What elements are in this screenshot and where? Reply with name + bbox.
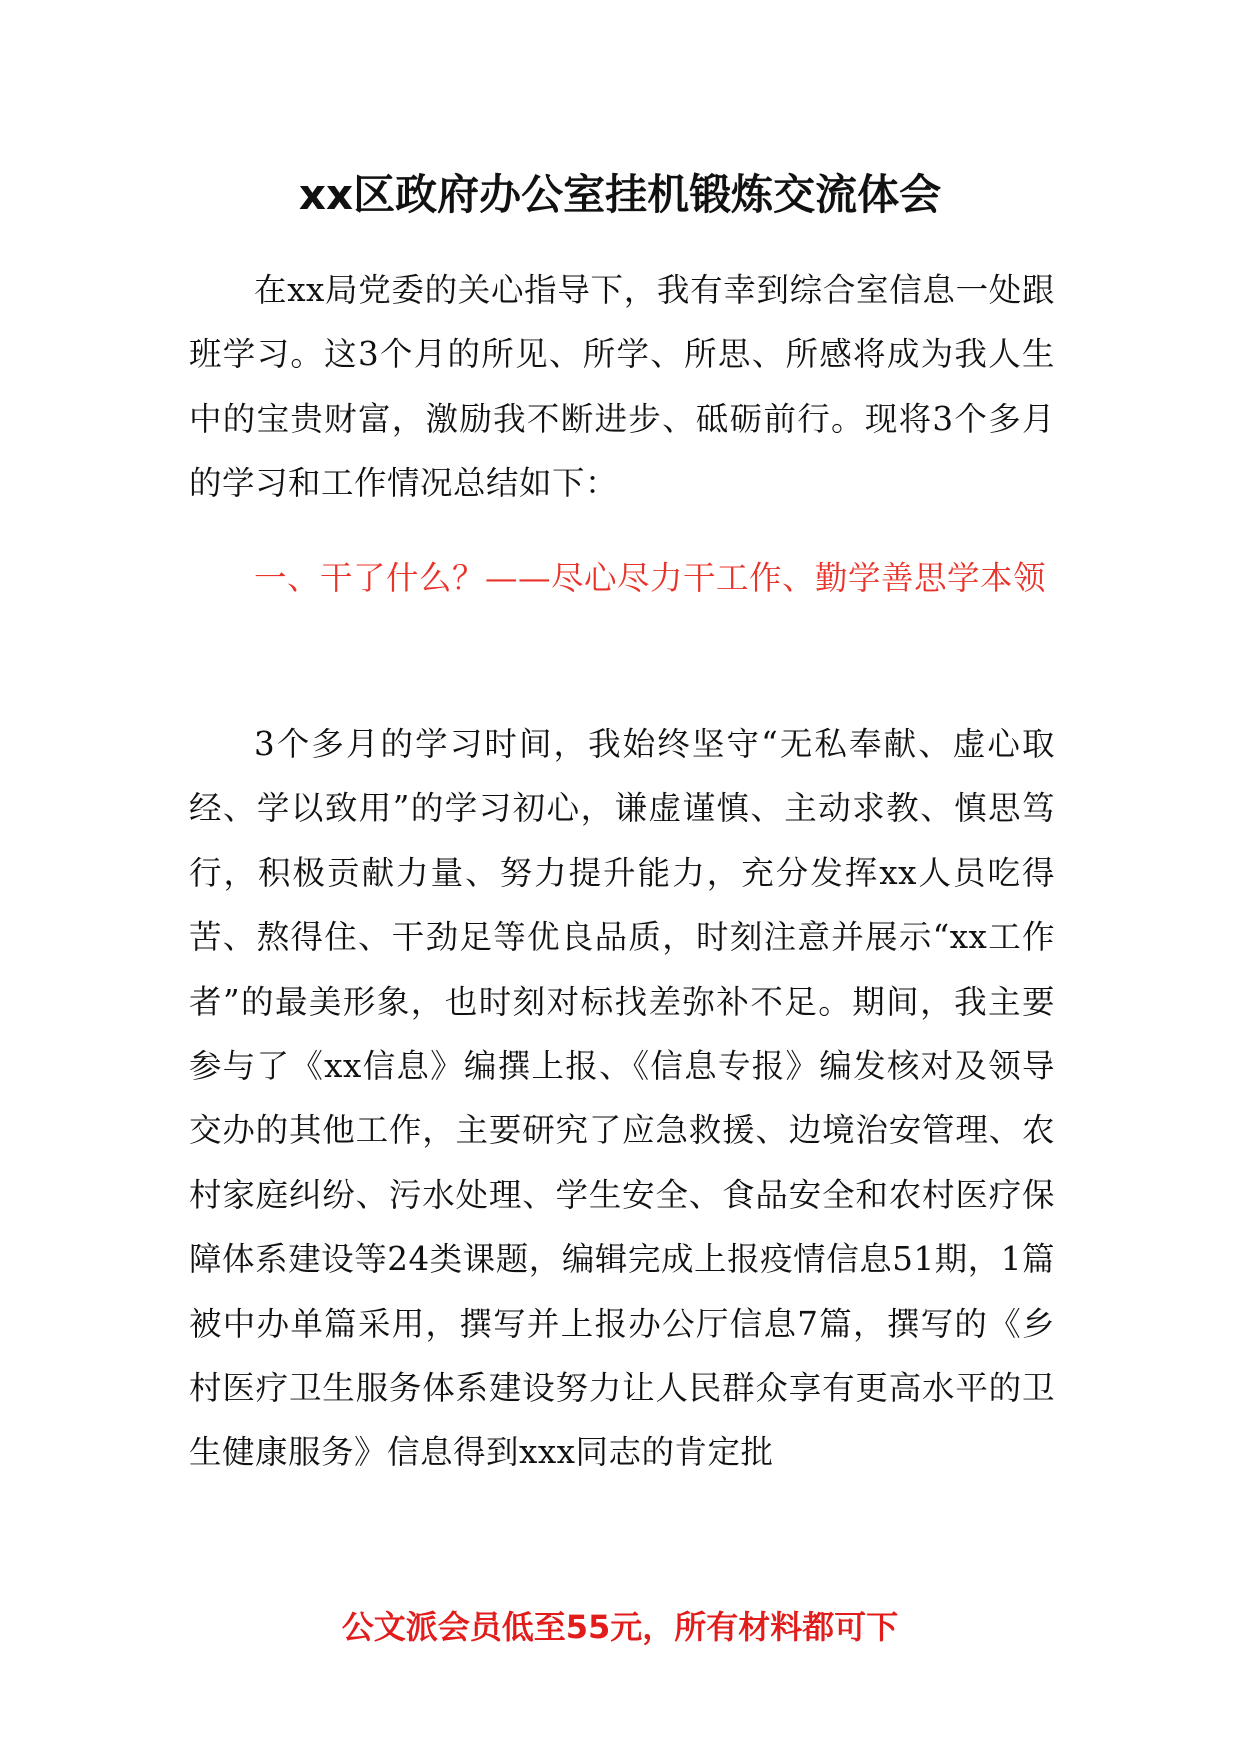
document-title: xx区政府办公室挂机锻炼交流体会 bbox=[298, 170, 942, 219]
intro-paragraph: 在xx局党委的关心指导下，我有幸到综合室信息一处跟班学习。这3个月的所见、所学、所思、所感将成为我人生中的宝贵财富，激励我不断进步、砥砺前行。现将3个多月的学习和工作情况总结如下： bbox=[189, 271, 1055, 503]
body-paragraph: 3个多月的学习时间，我始终坚守“无私奉献、虚心取经、学以致用”的学习初心，谦虚谨慎、主动求教、慎思笃行，积极贡献力量、努力提升能力，充分发挥xx人员吃得苦、熬得住、干劲足等优良品质，时刻注意并展示“xx工作者”的最美形象，也时刻对标找差弥补不足。期间，我主要参与了《xx信息》编撰上报、《信息专报》编发核对及领导交办的其他工作，主要研究了应急救援、边境治安管理、农村家庭纠纷、污水处理、学生安全、食品安全和农村医疗保障体系建设等24类课题，编辑完成上报疫情信息51期，1篇被中办单篇采用，撰写并上报办公厅信息7篇，撰写的《乡村医疗卫生服务体系建设努力让人民群众享有更高水平的卫生健康服务》信息得到xxx同志的肯定批 bbox=[189, 725, 1055, 1472]
promo-banner: 公文派会员低至55元，所有材料都可下 bbox=[341, 1608, 899, 1646]
section-heading: 一、干了什么？——尽心尽力干工作、勤学善思学本领 bbox=[254, 559, 1047, 597]
